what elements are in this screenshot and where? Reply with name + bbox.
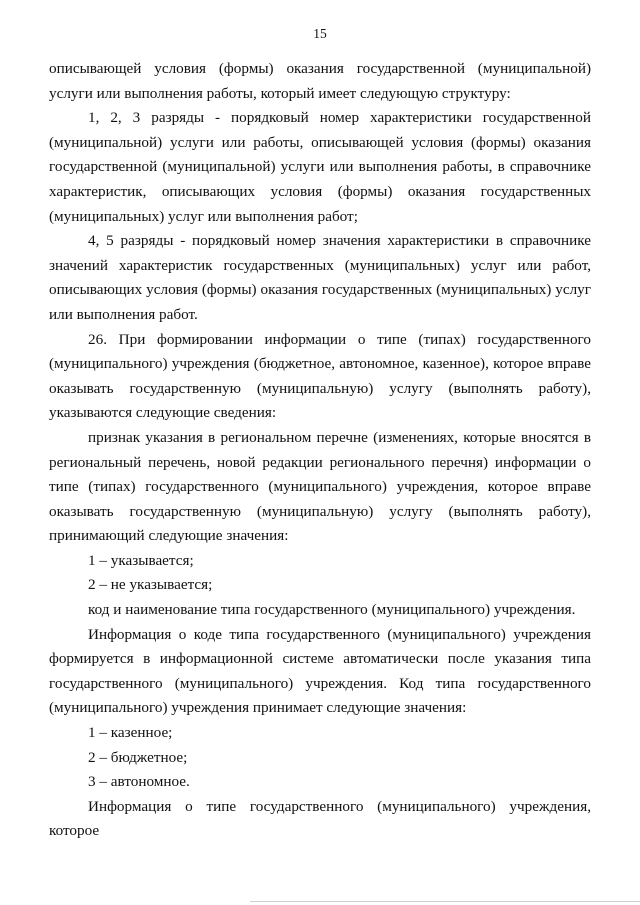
paragraph-structure-intro: описывающей условия (формы) оказания государственной (муниципальной) услуги или выполнения работы, который имеет следующую структуру: xyxy=(49,60,591,102)
list-item-autonomous: 3 – автономное. xyxy=(88,773,190,791)
paragraph-type-code-info: Информация о коде типа государственного (муниципального) учреждения формируется в информационной системе автоматически после указания типа государственного (муниципального) учреждения. Код типа государственного (муниципального) учреждения принимает следующие значения: xyxy=(49,625,591,717)
list-item-not-indicated: 2 – не указывается; xyxy=(88,576,213,594)
list-item-state-owned: 1 – казенное; xyxy=(88,724,173,742)
list-item-budgetary: 2 – бюджетное; xyxy=(88,748,188,766)
paragraph-item-26: 26. При формировании информации о типе (типах) государственного (муниципального) учреждения (бюджетное, автономное, казенное), которое вправе оказывать государственную (муниципальную) услугу (выполнять работу), указываются следующие сведения: xyxy=(49,330,591,422)
paragraph-indication-flag: признак указания в региональном перечне (изменениях, которые вносятся в региональный перечень, новой редакции регионального перечня) информации о типе (типах) государственного (муниципального) учреждения, которое вправе оказывать государственную (муниципальную) услугу (выполнять работу), принимающий следующие значения: xyxy=(49,428,591,545)
page-bottom-edge xyxy=(250,901,640,902)
paragraph-digits-4-5: 4, 5 разряды - порядковый номер значения характеристики в справочнике значений характеристик государственных (муниципальных) услуг или работ, описывающих условия (формы) оказания государственных (муниципальных) услуг или выполнения работ. xyxy=(49,232,591,323)
paragraph-type-code-name: код и наименование типа государственного (муниципального) учреждения. xyxy=(88,601,576,619)
page-number: 15 xyxy=(313,26,327,41)
document-body xyxy=(49,57,591,844)
paragraph-digits-1-3: 1, 2, 3 разряды - порядковый номер характеристики государственной (муниципальной) услуги или работы, описывающей условия (формы) оказания государственной (муниципальной) услуги или выполнения работы, в справочнике характеристик, описывающих условия (формы) оказания государственных (муниципальных) услуг или выполнения работ; xyxy=(49,109,591,225)
paragraph-type-info-continued: Информация о типе государственного (муниципального) учреждения, которое xyxy=(49,797,591,840)
list-item-indicated: 1 – указывается; xyxy=(88,551,194,569)
